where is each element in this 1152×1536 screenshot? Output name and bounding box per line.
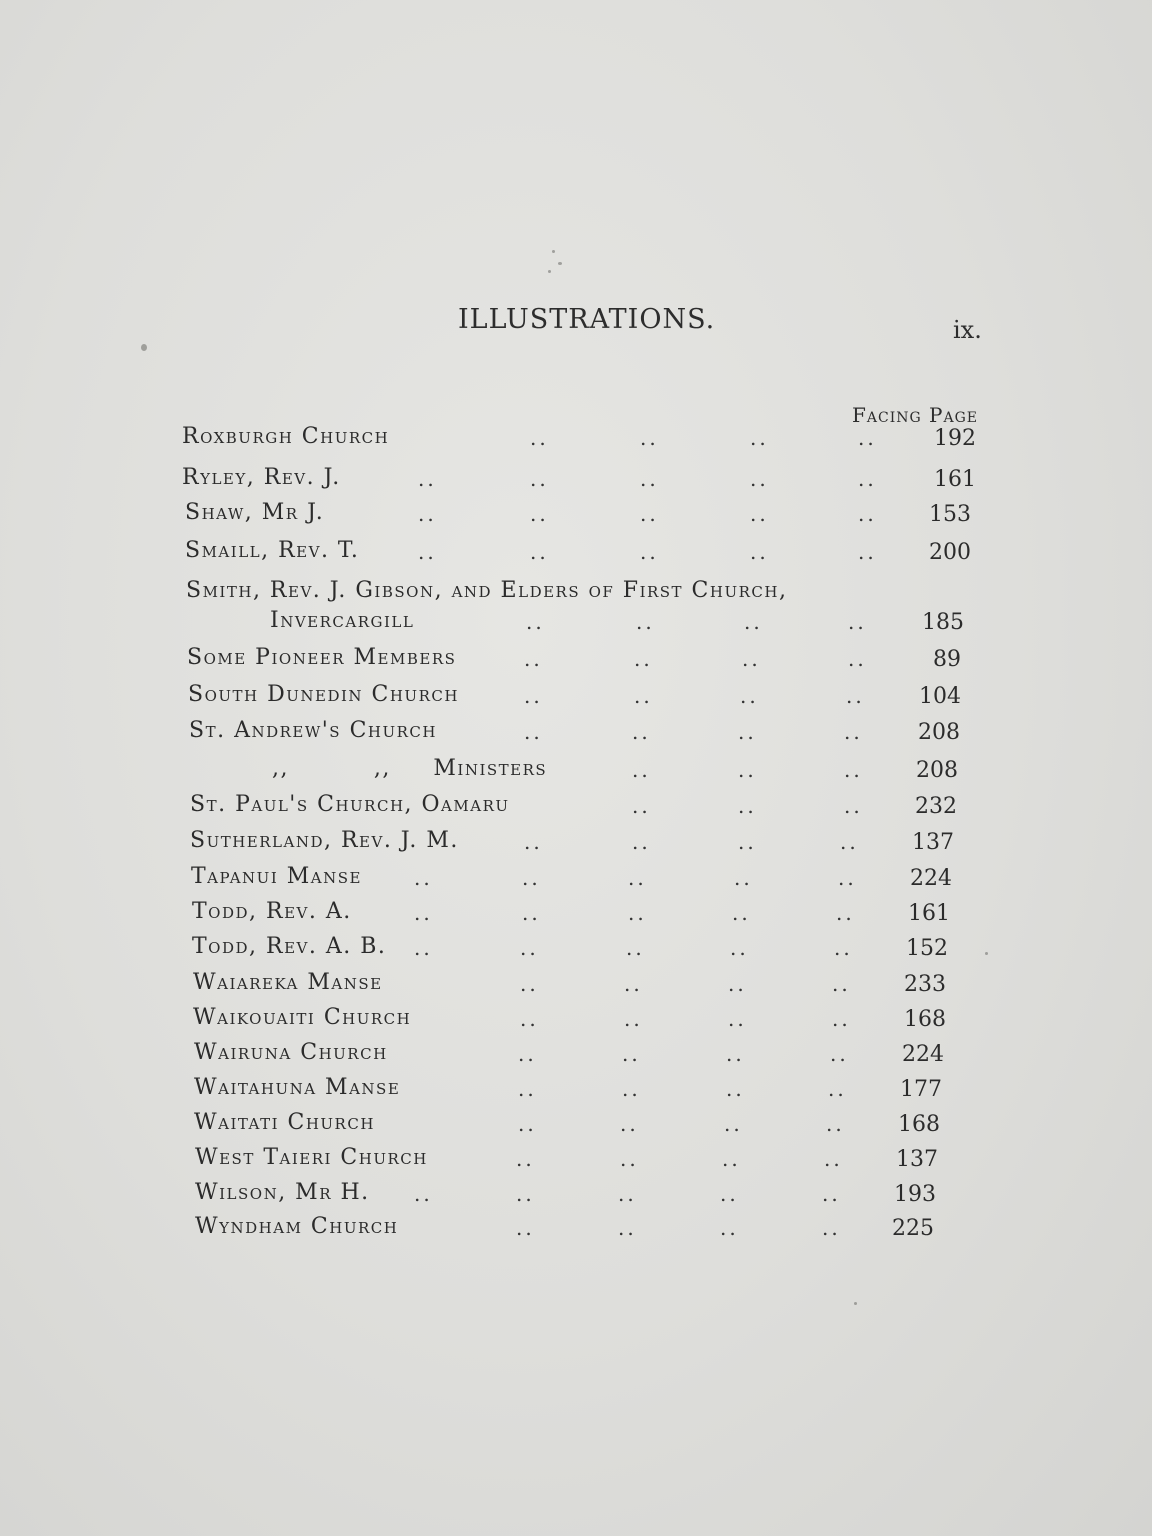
list-item [0,934,1100,964]
entry-title: ,, ,, Ministers [272,756,548,781]
dot-leader: .. [524,647,543,671]
facing-page-number: 185 [922,610,964,635]
dot-leader: .. [738,758,757,782]
dot-leader: .. [640,540,659,564]
entry-title: Sutherland, Rev. J. M. [190,828,459,853]
dot-leader: .. [858,426,877,450]
list-item [0,792,1100,822]
dot-leader: .. [720,1216,739,1240]
list-item [0,899,1100,929]
facing-page-number: 153 [929,502,971,527]
dot-leader: .. [634,684,653,708]
dot-leader: .. [632,758,651,782]
dot-leader: .. [624,972,643,996]
facing-page-number: 232 [915,794,957,819]
dot-leader: .. [858,540,877,564]
dot-leader: .. [738,720,757,744]
dot-leader: .. [530,540,549,564]
facing-page-number: 225 [892,1216,934,1241]
page-title: ILLUSTRATIONS. [458,304,716,335]
list-item [0,1040,1100,1070]
dot-leader: .. [724,1112,743,1136]
facing-page-number: 137 [896,1147,938,1172]
dot-leader: .. [640,426,659,450]
dot-leader: .. [418,540,437,564]
list-item [0,970,1100,1000]
entry-title: Some Pioneer Members [187,645,457,670]
list-item [0,718,1100,748]
page-number: ix. [953,316,982,344]
dot-leader: .. [858,502,877,526]
dot-leader: .. [840,830,859,854]
facing-page-number: 168 [904,1007,946,1032]
dot-leader: .. [520,1007,539,1031]
entry-title: Waitati Church [194,1110,375,1135]
dot-leader: .. [414,1182,433,1206]
dot-leader: .. [530,426,549,450]
dot-leader: .. [742,647,761,671]
column-heading: Facing Page [852,403,978,427]
dot-leader: .. [414,901,433,925]
facing-page-number: 224 [902,1042,944,1067]
dot-leader: .. [750,467,769,491]
dot-leader: .. [520,936,539,960]
dot-leader: .. [636,610,655,634]
facing-page-number: 177 [900,1077,942,1102]
dot-leader: .. [822,1216,841,1240]
dot-leader: .. [628,901,647,925]
dot-leader: .. [738,830,757,854]
dot-leader: .. [730,936,749,960]
list-item [0,645,1100,675]
dot-leader: .. [618,1182,637,1206]
list-item [0,756,1100,786]
list-item [0,465,1100,495]
list-item [0,1145,1100,1175]
dot-leader: .. [530,467,549,491]
dot-leader: .. [418,467,437,491]
facing-page-number: 89 [933,647,961,672]
dot-leader: .. [530,502,549,526]
dot-leader: .. [732,901,751,925]
dot-leader: .. [640,467,659,491]
dot-leader: .. [632,794,651,818]
list-item [0,578,1100,608]
entry-title: Roxburgh Church [182,424,390,449]
dot-leader: .. [726,1077,745,1101]
dot-leader: .. [640,502,659,526]
dot-leader: .. [844,758,863,782]
list-item [0,608,1100,638]
entry-title: Ryley, Rev. J. [182,465,341,490]
dot-leader: .. [524,720,543,744]
entry-title: South Dunedin Church [188,682,459,707]
dot-leader: .. [516,1147,535,1171]
dot-leader: .. [618,1216,637,1240]
dot-leader: .. [516,1216,535,1240]
dot-leader: .. [830,1042,849,1066]
list-item [0,1110,1100,1140]
entry-title: St. Andrew's Church [189,718,437,743]
paper-speck [558,262,562,265]
dot-leader: .. [516,1182,535,1206]
facing-page-number: 200 [929,540,971,565]
dot-leader: .. [626,936,645,960]
dot-leader: .. [518,1077,537,1101]
list-item [0,1180,1100,1210]
entry-title: Todd, Rev. A. B. [192,934,387,959]
dot-leader: .. [844,794,863,818]
entry-title: Smith, Rev. J. Gibson, and Elders of First Church, [186,578,788,603]
dot-leader: .. [834,936,853,960]
entry-title: Tapanui Manse [191,864,362,889]
entry-title: Wairuna Church [194,1040,388,1065]
list-item [0,682,1100,712]
dot-leader: .. [750,502,769,526]
facing-page-number: 152 [906,936,948,961]
dot-leader: .. [620,1112,639,1136]
dot-leader: .. [836,901,855,925]
facing-page-number: 192 [934,426,976,451]
dot-leader: .. [518,1042,537,1066]
list-item [0,864,1100,894]
dot-leader: .. [518,1112,537,1136]
list-item [0,538,1100,568]
entry-title: Shaw, Mr J. [185,500,325,525]
list-item [0,1005,1100,1035]
dot-leader: .. [750,426,769,450]
dot-leader: .. [622,1077,641,1101]
list-item [0,500,1100,530]
dot-leader: .. [620,1147,639,1171]
dot-leader: .. [628,866,647,890]
dot-leader: .. [832,1007,851,1031]
dot-leader: .. [832,972,851,996]
dot-leader: .. [726,1042,745,1066]
dot-leader: .. [750,540,769,564]
facing-page-number: 224 [910,866,952,891]
entry-title: Todd, Rev. A. [192,899,352,924]
dot-leader: .. [524,684,543,708]
dot-leader: .. [828,1077,847,1101]
dot-leader: .. [632,830,651,854]
dot-leader: .. [738,794,757,818]
dot-leader: .. [846,684,865,708]
dot-leader: .. [624,1007,643,1031]
dot-leader: .. [520,972,539,996]
dot-leader: .. [824,1147,843,1171]
entry-title: West Taieri Church [195,1145,428,1170]
dot-leader: .. [848,647,867,671]
dot-leader: .. [826,1112,845,1136]
dot-leader: .. [858,467,877,491]
dot-leader: .. [522,901,541,925]
dot-leader: .. [734,866,753,890]
facing-page-number: 161 [908,901,950,926]
facing-page-number: 208 [916,758,958,783]
paper-speck [141,344,147,351]
dot-leader: .. [632,720,651,744]
paper-speck [854,1302,857,1305]
dot-leader: .. [822,1182,841,1206]
dot-leader: .. [524,830,543,854]
dot-leader: .. [634,647,653,671]
dot-leader: .. [622,1042,641,1066]
dot-leader: .. [744,610,763,634]
entry-title: Waikouaiti Church [193,1005,412,1030]
dot-leader: .. [740,684,759,708]
dot-leader: .. [844,720,863,744]
dot-leader: .. [526,610,545,634]
entry-title: St. Paul's Church, Oamaru [190,792,510,817]
dot-leader: .. [722,1147,741,1171]
dot-leader: .. [728,972,747,996]
paper-speck [552,250,555,253]
dot-leader: .. [414,866,433,890]
facing-page-number: 137 [912,830,954,855]
entry-title: Waitahuna Manse [194,1075,401,1100]
list-item [0,828,1100,858]
dot-leader: .. [522,866,541,890]
facing-page-number: 208 [918,720,960,745]
list-item [0,1214,1100,1244]
facing-page-number: 193 [894,1182,936,1207]
entry-title: Smaill, Rev. T. [185,538,360,563]
dot-leader: .. [728,1007,747,1031]
list-item [0,424,1100,454]
facing-page-number: 161 [934,467,976,492]
paper-speck [548,270,551,273]
dot-leader: .. [720,1182,739,1206]
dot-leader: .. [414,936,433,960]
dot-leader: .. [418,502,437,526]
dot-leader: .. [848,610,867,634]
facing-page-number: 104 [919,684,961,709]
entry-title: Invercargill [270,608,415,633]
entry-title: Waiareka Manse [193,970,383,995]
entry-title: Wyndham Church [195,1214,399,1239]
facing-page-number: 168 [898,1112,940,1137]
list-item [0,1075,1100,1105]
dot-leader: .. [838,866,857,890]
entry-title: Wilson, Mr H. [195,1180,370,1205]
facing-page-number: 233 [904,972,946,997]
